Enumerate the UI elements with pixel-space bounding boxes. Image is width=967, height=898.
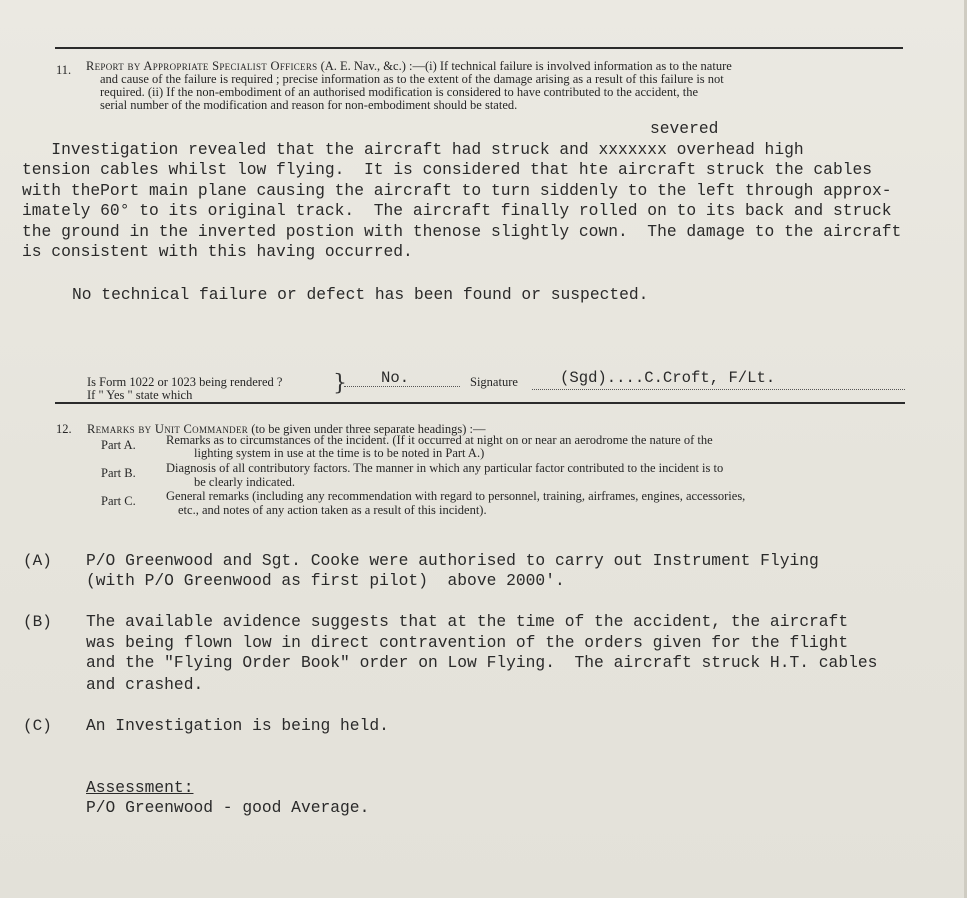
section-11-text — [86, 60, 906, 112]
part-c-line1: General remarks (including any recommendation with regard to personnel, training, airframes, engines, accessories, — [166, 489, 746, 503]
signature-dots — [532, 389, 905, 390]
form-answer: No. — [381, 369, 410, 387]
signature-value: (Sgd)....C.Croft, F/Lt. — [560, 369, 776, 387]
remark-c-line1: An Investigation is being held. — [86, 716, 389, 735]
section-11-line4: serial number of the modification and reason for non-embodiment should be stated. — [100, 98, 518, 112]
section-12-number: 12. — [56, 422, 72, 436]
remark-b-line2: was being flown low in direct contravention of the orders given for the flight — [86, 633, 849, 652]
remark-b-line1: The available avidence suggests that at the time of the accident, the aircraft — [86, 612, 849, 631]
part-b-line2: be clearly indicated. — [194, 475, 295, 489]
middle-rule — [55, 402, 905, 404]
section-11-line1: (A. E. Nav., &c.) :—(i) If technical failure is involved information as to the nature — [320, 59, 732, 73]
top-rule — [55, 47, 903, 49]
section-12-heading: Remarks by Unit Commander — [87, 422, 249, 436]
assessment-value: P/O Greenwood - good Average. — [86, 798, 370, 817]
part-b-label: Part B. — [101, 466, 136, 480]
form-question-1: Is Form 1022 or 1023 being rendered ? — [87, 375, 283, 389]
part-c-label: Part C. — [101, 494, 136, 508]
part-a-label: Part A. — [101, 438, 136, 452]
report-line-4: imately 60° to its original track. The aircraft finally rolled on to its back and struck — [22, 201, 892, 220]
brace-symbol: } — [333, 371, 347, 396]
report-line-1: Investigation revealed that the aircraft had struck and xxxxxxx overhead high — [22, 140, 804, 159]
section-11-number: 11. — [56, 63, 72, 77]
section-11-heading: Report by Appropriate Specialist Officers — [86, 59, 318, 73]
report-line-6: is consistent with this having occurred. — [22, 242, 413, 261]
form-answer-dots — [344, 386, 460, 387]
remark-b-label: (B) — [23, 613, 52, 631]
part-b-line1: Diagnosis of all contributory factors. The manner in which any particular factor contributed to the incident is to — [166, 461, 724, 475]
report-line-5: the ground in the inverted postion with thenose slightly cown. The damage to the aircraft — [22, 222, 902, 241]
part-a-line2: lighting system in use at the time is to be noted in Part A.) — [194, 446, 485, 460]
remark-a-line1: P/O Greenwood and Sgt. Cooke were authorised to carry out Instrument Flying — [86, 551, 819, 570]
signature-label: Signature — [470, 375, 518, 389]
section-12-heading-rest: (to be given under three separate headings) :— — [251, 422, 486, 436]
report-line-2: tension cables whilst low flying. It is considered that hte aircraft struck the cables — [22, 160, 873, 179]
assessment-heading: Assessment: — [86, 778, 194, 797]
insertion-severed: severed — [650, 119, 719, 138]
part-c-line2: etc., and notes of any action taken as a result of this incident). — [178, 503, 487, 517]
remark-b-line3: and the "Flying Order Book" order on Low Flying. The aircraft struck H.T. cables — [86, 653, 878, 672]
remark-a-line2: (with P/O Greenwood as first pilot) above 2000'. — [86, 571, 565, 590]
form-question-2: If " Yes " state which — [87, 388, 193, 402]
remark-b-line4: and crashed. — [86, 675, 204, 694]
section-11-line2: and cause of the failure is required ; precise information as to the extent of the damage arising as a result of this failure is not — [100, 72, 724, 86]
section-11-line3: required. (ii) If the non-embodiment of an authorised modification is considered to have contributed to the accident, the — [100, 85, 699, 99]
remark-a-label: (A) — [23, 552, 52, 570]
report-conclusion: No technical failure or defect has been found or suspected. — [72, 285, 649, 304]
part-a-line1: Remarks as to circumstances of the incident. (If it occurred at night on or near an aerodrome the nature of the — [166, 433, 713, 447]
report-line-3: with thePort main plane causing the aircraft to turn siddenly to the left through approx- — [22, 181, 892, 200]
remark-c-label: (C) — [23, 717, 52, 735]
